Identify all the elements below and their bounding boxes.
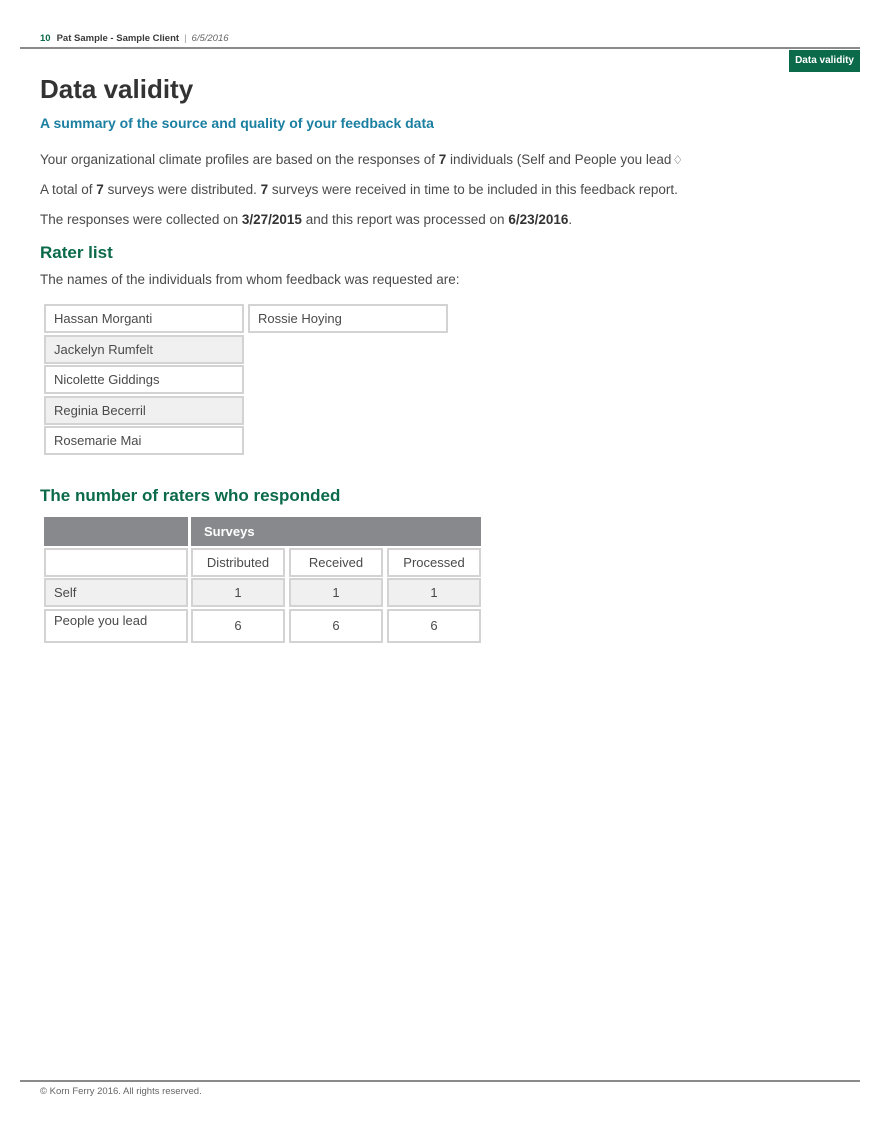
individuals-count: 7 bbox=[438, 152, 447, 167]
text: A total of bbox=[40, 182, 97, 197]
text: individuals (Self and People you lead bbox=[446, 152, 672, 167]
rater-name: Reginia Becerril bbox=[44, 396, 244, 425]
client-name: Pat Sample - Sample Client bbox=[56, 33, 180, 44]
table-cell: 6 bbox=[387, 609, 481, 643]
summary-line-3 bbox=[40, 212, 572, 227]
text: surveys were received in time to be included in this feedback report. bbox=[268, 182, 678, 197]
table-cell: 6 bbox=[191, 609, 285, 643]
summary-line-1 bbox=[40, 152, 683, 167]
text: The responses were collected on bbox=[40, 212, 242, 227]
rater-list-heading: Rater list bbox=[40, 243, 113, 262]
text: Your organizational climate profiles are based on the responses of bbox=[40, 152, 439, 167]
text: . bbox=[568, 212, 573, 227]
summary-line-2 bbox=[40, 182, 678, 197]
collected-date: 3/27/2015 bbox=[241, 212, 302, 227]
header-date: 6/5/2016 bbox=[191, 33, 229, 44]
page-number: 10 bbox=[40, 33, 51, 44]
header-separator: | bbox=[184, 33, 187, 44]
rater-name: Nicolette Giddings bbox=[44, 365, 244, 394]
text: and this report was processed on bbox=[301, 212, 509, 227]
table-cell: 1 bbox=[191, 578, 285, 607]
section-tag: Data validity bbox=[789, 50, 860, 72]
copyright: © Korn Ferry 2016. All rights reserved. bbox=[40, 1086, 202, 1097]
diamond-icon: ♢ bbox=[672, 153, 684, 167]
rater-name: Jackelyn Rumfelt bbox=[44, 335, 244, 364]
text: surveys were distributed. bbox=[103, 182, 261, 197]
row-label-people-you-lead: People you lead bbox=[44, 609, 188, 643]
table-cell: 1 bbox=[387, 578, 481, 607]
rater-list-intro: The names of the individuals from whom feedback was requested are: bbox=[40, 272, 460, 287]
footer-divider bbox=[20, 1080, 860, 1082]
page-header bbox=[20, 33, 860, 49]
column-header-processed: Processed bbox=[387, 548, 481, 577]
row-label-self: Self bbox=[44, 578, 188, 607]
distributed-count: 7 bbox=[96, 182, 104, 197]
rater-name: Rossie Hoying bbox=[248, 304, 448, 333]
table-corner-header bbox=[44, 517, 188, 546]
page-subtitle: A summary of the source and quality of your feedback data bbox=[40, 115, 434, 131]
processed-date: 6/23/2016 bbox=[508, 212, 569, 227]
table-cell: 6 bbox=[289, 609, 383, 643]
surveys-group-header: Surveys bbox=[191, 517, 481, 546]
table-cell: 1 bbox=[289, 578, 383, 607]
responders-heading: The number of raters who responded bbox=[40, 486, 341, 505]
table-empty-header bbox=[44, 548, 188, 577]
column-header-distributed: Distributed bbox=[191, 548, 285, 577]
page-title: Data validity bbox=[40, 74, 194, 104]
column-header-received: Received bbox=[289, 548, 383, 577]
rater-name: Hassan Morganti bbox=[44, 304, 244, 333]
received-count: 7 bbox=[260, 182, 269, 197]
rater-name: Rosemarie Mai bbox=[44, 426, 244, 455]
